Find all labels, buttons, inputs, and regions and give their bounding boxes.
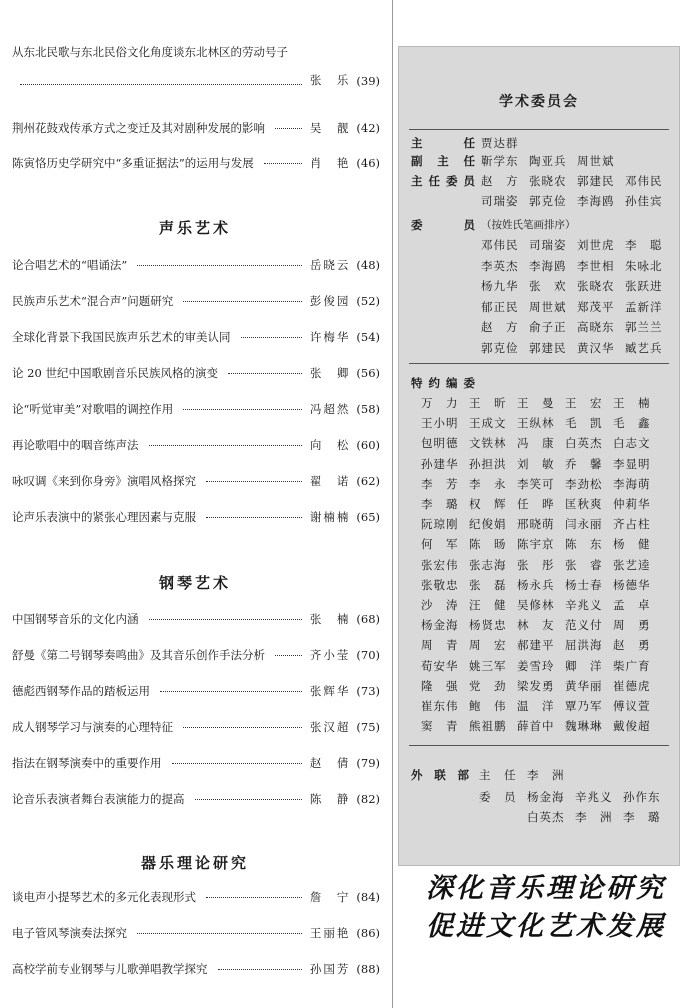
person-name: 吴修林 (517, 598, 555, 612)
dot-leader (228, 372, 302, 374)
person-name: 俞子正 (529, 320, 567, 334)
person-name: 辛兆义 (565, 598, 603, 612)
toc-entry-author: 张 乐 (309, 73, 351, 87)
dot-leader (241, 336, 302, 338)
dot-leader (206, 516, 302, 518)
person-name: 杨德华 (613, 577, 651, 592)
person-name: 杨九华 (481, 279, 519, 293)
person-name: 戴俊超 (613, 719, 651, 734)
person-name: 张 彤 (517, 557, 555, 572)
toc-entry-page: (65) (356, 510, 380, 524)
editors-row (421, 678, 661, 694)
person-name: 范义付 (565, 618, 603, 633)
toc-entry[interactable] (12, 716, 380, 738)
toc-entry-author: 谢楠楠 (309, 510, 351, 524)
person-name: 周 青 (421, 638, 459, 653)
toc-entry-title: 论声乐表演中的紧张心理因素与克服 (12, 510, 196, 524)
person-name: 王成文 (469, 416, 507, 431)
editors-row (421, 617, 661, 633)
toc-entry-author: 张 卿 (309, 366, 351, 380)
person-name: 高晓东 (577, 320, 615, 334)
toc-entry-page: (60) (356, 438, 380, 452)
person-name: 王 楠 (613, 396, 651, 410)
section-heading-piano: 钢琴艺术 (158, 574, 231, 592)
liaison-role: 主 任 (479, 768, 517, 782)
person-name: 孟 卓 (613, 598, 651, 612)
person-name: 黄华丽 (565, 678, 603, 693)
dot-leader (149, 444, 302, 446)
person-name: 张 睿 (565, 557, 603, 572)
dot-leader (160, 690, 302, 692)
dot-leader (137, 264, 302, 266)
person-name: 陶亚兵 (529, 154, 567, 168)
person-name: 匡秋爽 (565, 497, 603, 511)
editors-row (421, 435, 661, 451)
toc-entry-title: 高校学前专业钢琴与儿歌弹唱教学探究 (12, 962, 208, 976)
dot-leader (275, 654, 302, 656)
person-name: 李显明 (613, 456, 651, 471)
editors-label: 特约编委 (411, 376, 475, 390)
toc-entry-leader (20, 72, 380, 88)
toc-entry-author: 张 楠 (309, 612, 351, 626)
toc-entry-page: (68) (356, 612, 380, 626)
members-note: （按姓氏笔画排序） (481, 219, 576, 231)
dot-leader (218, 968, 302, 970)
person-name: 王小明 (421, 416, 459, 431)
dot-leader (149, 618, 302, 620)
person-name: 臧艺兵 (625, 340, 663, 355)
editors-row (421, 577, 661, 593)
person-name: 杨金海 (527, 790, 565, 804)
person-name: 陈 旸 (469, 537, 507, 552)
liaison-names (479, 789, 671, 805)
toc-entry-title: 民族声乐艺术“混合声”问题研究 (12, 294, 174, 308)
person-name: 何 军 (421, 537, 459, 552)
person-name: 周 勇 (613, 618, 651, 633)
person-name: 白英杰 (527, 810, 565, 824)
person-name: 郭建民 (529, 340, 567, 355)
person-name: 杨贤忠 (469, 618, 507, 633)
dot-leader (275, 127, 302, 129)
dot-leader (183, 726, 302, 728)
person-name: 党 劲 (469, 678, 507, 693)
person-name: 邓伟民 (481, 238, 519, 252)
person-name: 张 磊 (469, 577, 507, 592)
name-list (481, 278, 673, 294)
person-name: 周 宏 (469, 638, 507, 653)
toc-entry[interactable] (12, 44, 380, 88)
person-name: 仲莉华 (613, 497, 651, 511)
editors-row (421, 395, 661, 411)
person-name: 刘世虎 (577, 238, 615, 252)
dot-leader (206, 896, 302, 898)
dot-leader (264, 162, 302, 164)
toc-entry[interactable] (12, 886, 380, 908)
person-name: 熊祖鹏 (469, 719, 507, 734)
person-name: 隆 强 (421, 678, 459, 693)
person-name: 汪 健 (469, 598, 507, 612)
toc-entry-author: 张汉超 (309, 720, 351, 734)
toc-entry[interactable] (12, 326, 380, 348)
editors-row (421, 557, 661, 573)
person-name: 郝建平 (517, 638, 555, 653)
person-name: 王 昕 (469, 396, 507, 410)
editors-row (421, 536, 661, 552)
name-list (481, 299, 673, 315)
name-list (481, 135, 529, 151)
person-name: 孙佳宾 (625, 194, 663, 208)
toc-entry-author: 向 松 (309, 438, 351, 452)
toc-entry[interactable] (12, 958, 380, 980)
person-name: 包明德 (421, 436, 459, 451)
toc-entry-page: (75) (356, 720, 380, 734)
toc-entry[interactable] (12, 788, 380, 810)
editors-row (421, 516, 661, 532)
person-name: 文铁林 (469, 436, 507, 451)
toc-entry[interactable] (12, 680, 380, 702)
editors-row (421, 698, 661, 714)
toc-entry-title: 指法在钢琴演奏中的重要作用 (12, 756, 162, 770)
person-name: 李笑可 (517, 476, 555, 491)
person-name: 乔 馨 (565, 456, 603, 471)
person-name: 王 曼 (517, 396, 555, 410)
person-name: 覃乃军 (565, 699, 603, 713)
editors-row (421, 658, 661, 674)
person-name: 郭兰兰 (625, 320, 663, 334)
person-name: 魏琳琳 (565, 719, 603, 734)
person-name: 薛首中 (517, 719, 555, 734)
section-rule (409, 745, 669, 746)
person-name: 荀安华 (421, 658, 459, 673)
name-list (481, 319, 673, 335)
toc-entry-author: 岳晓云 (309, 258, 351, 272)
person-name: 李世相 (577, 258, 615, 273)
toc-entry-author: 陈 静 (309, 792, 351, 806)
toc-entry-page: (48) (356, 258, 380, 272)
name-list (481, 153, 625, 169)
person-name: 杨金海 (421, 618, 459, 633)
toc-entry-title: 电子管风琴演奏法探究 (12, 926, 127, 940)
section-heading-instrumental: 器乐理论研究 (140, 854, 249, 872)
toc-entry[interactable] (12, 152, 380, 174)
editors-row (421, 456, 661, 472)
toc-entry-title: 论音乐表演者舞台表演能力的提高 (12, 792, 185, 806)
person-name: 黄汉华 (577, 340, 615, 355)
toc-entry-title: 德彪西钢琴作品的踏板运用 (12, 684, 150, 698)
toc-entry-author: 吴 靓 (309, 121, 351, 135)
person-name: 辛兆义 (575, 790, 613, 804)
toc-entry[interactable] (12, 922, 380, 944)
person-name: 李 洲 (527, 768, 565, 782)
person-name: 张志海 (469, 557, 507, 572)
person-name: 李 洲 (575, 810, 613, 824)
toc-entry-title: 再论歌唱中的咽音练声法 (12, 438, 139, 452)
person-name: 权 辉 (469, 497, 507, 511)
person-name: 姜雪玲 (517, 658, 555, 673)
toc-entry-title: 谈电声小提琴艺术的多元化表现形式 (12, 890, 196, 904)
name-list (481, 173, 673, 189)
person-name: 任 晔 (517, 497, 555, 511)
liaison-role: 委 员 (479, 790, 517, 804)
liaison-role (479, 809, 527, 825)
toc-entry[interactable] (12, 362, 380, 384)
person-name: 卿 洋 (565, 658, 603, 673)
toc-entry-author: 孙国芳 (309, 962, 351, 976)
person-name: 张艺逵 (613, 557, 651, 572)
person-name: 赵 方 (481, 320, 519, 334)
person-name: 崔东伟 (421, 699, 459, 713)
person-name: 白志文 (613, 436, 651, 451)
toc-entry-page: (42) (356, 121, 380, 135)
person-name: 李 永 (469, 476, 507, 491)
toc-entry-page: (70) (356, 648, 380, 662)
person-name: 靳学东 (481, 154, 519, 168)
person-name: 万 力 (421, 396, 459, 410)
toc-entry-author: 张辉华 (309, 684, 351, 698)
toc-entry-page: (58) (356, 402, 380, 416)
person-name: 朱咏北 (625, 258, 663, 273)
toc-entry-title: 成人钢琴学习与演奏的心理特征 (12, 720, 173, 734)
person-name: 孟新洋 (625, 299, 663, 314)
committee-title: 学术委员会 (499, 94, 579, 110)
person-name: 李 璐 (623, 810, 661, 824)
toc-entry[interactable] (12, 290, 380, 312)
person-name: 陈 东 (565, 537, 603, 552)
toc-entry-title: 从东北民歌与东北民俗文化角度谈东北林区的劳动号子 (12, 45, 288, 59)
committee-panel (398, 46, 680, 866)
toc-entry-page: (62) (356, 474, 380, 488)
toc-entry-author: 彭俊园 (309, 294, 351, 308)
person-name: 杨士春 (565, 577, 603, 592)
liaison-label: 外 联 部 (411, 768, 469, 782)
person-name: 林 友 (517, 618, 555, 633)
name-list (481, 193, 673, 209)
toc-entry-title: 论“听觉审美”对歌唱的调控作用 (12, 402, 174, 416)
toc-entry-author: 翟 诺 (309, 474, 351, 488)
person-name: 孙建华 (421, 456, 459, 471)
title-rule (409, 129, 669, 130)
person-name: 张跃进 (625, 279, 663, 293)
toc-entry-page: (82) (356, 792, 380, 806)
toc-entry-author: 齐小莹 (309, 648, 351, 662)
person-name: 沙 涛 (421, 598, 459, 612)
liaison-names (479, 767, 575, 783)
person-name: 张敬忠 (421, 577, 459, 592)
person-name: 阮琼刚 (421, 517, 459, 532)
toc-entry-page: (39) (356, 74, 380, 88)
person-name: 李 璐 (421, 497, 459, 511)
toc-entry-page: (88) (356, 962, 380, 976)
toc-entry[interactable] (12, 752, 380, 774)
person-name: 张晓农 (529, 174, 567, 188)
vice-chair-label: 副 主 任 (411, 154, 475, 168)
section-rule (409, 363, 669, 364)
person-name: 梁发勇 (517, 678, 555, 693)
person-name: 邓伟民 (625, 174, 663, 188)
toc-entry-title: 咏叹调《来到你身旁》演唱风格探究 (12, 474, 196, 488)
toc-entry-page: (84) (356, 890, 380, 904)
person-name: 李英杰 (481, 258, 519, 273)
toc-entry-title: 陈寅恪历史学研究中“多重证据法”的运用与发展 (12, 156, 254, 170)
section-heading-vocal: 声乐艺术 (158, 219, 231, 237)
person-name: 郭克俭 (481, 340, 519, 355)
dot-leader (183, 300, 302, 302)
toc-entry-page: (79) (356, 756, 380, 770)
name-list (481, 340, 673, 356)
person-name: 齐占柱 (613, 517, 651, 532)
person-name: 李劲松 (565, 476, 603, 491)
person-name: 郭克俭 (529, 194, 567, 208)
person-name: 王 宏 (565, 396, 603, 410)
person-name: 周世斌 (577, 154, 615, 168)
person-name: 郑茂平 (577, 299, 615, 314)
toc-entry-author: 冯超然 (309, 402, 351, 416)
dot-leader (172, 762, 302, 764)
person-name: 司瑞姿 (481, 194, 519, 208)
person-name: 张晓农 (577, 279, 615, 293)
person-name: 姚三军 (469, 658, 507, 673)
person-name: 鲍 伟 (469, 699, 507, 713)
editors-row (421, 637, 661, 653)
toc-entry-author: 肖 艳 (309, 156, 351, 170)
person-name: 赵 方 (481, 174, 519, 188)
toc-entry-page: (73) (356, 684, 380, 698)
person-name: 李 聪 (625, 238, 663, 252)
person-name: 柴广育 (613, 658, 651, 673)
person-name: 贾达群 (481, 136, 519, 150)
dot-leader (206, 480, 302, 482)
toc-entry-page: (52) (356, 294, 380, 308)
editors-row (421, 415, 661, 431)
person-name: 毛 鑫 (613, 416, 651, 431)
toc-entry-title: 舒曼《第二号钢琴奏鸣曲》及其音乐创作手法分析 (12, 648, 265, 662)
person-name: 孙作东 (623, 790, 661, 804)
person-name: 郁正民 (481, 299, 519, 314)
person-name: 屈洪海 (565, 638, 603, 653)
person-name: 李 芳 (421, 476, 459, 491)
column-divider (392, 0, 393, 1008)
dot-leader (20, 83, 302, 85)
toc-entry[interactable] (12, 470, 380, 492)
person-name: 崔德虎 (613, 678, 651, 693)
editors-row (421, 597, 661, 613)
toc-entry-page: (86) (356, 926, 380, 940)
person-name: 赵 勇 (613, 638, 651, 653)
toc-entry[interactable] (12, 398, 380, 420)
members-label: 委 员 (411, 218, 475, 232)
editors-row (421, 476, 661, 492)
person-name: 窦 青 (421, 719, 459, 734)
person-name: 司瑞姿 (529, 238, 567, 252)
person-name: 温 洋 (517, 699, 555, 713)
person-name: 毛 凯 (565, 416, 603, 431)
person-name: 张宏伟 (421, 557, 459, 572)
person-name: 刘 敏 (517, 456, 555, 471)
directors-label: 主任委员 (411, 174, 475, 188)
person-name: 白英杰 (565, 436, 603, 451)
person-name: 纪俊娟 (469, 517, 507, 532)
dot-leader (183, 408, 302, 410)
editors-row (421, 496, 661, 512)
dot-leader (137, 932, 302, 934)
toc-entry-title: 荆州花鼓戏传承方式之变迁及其对剧种发展的影响 (12, 121, 265, 135)
toc-entry-page: (54) (356, 330, 380, 344)
toc-entry-page: (56) (356, 366, 380, 380)
person-name: 李海鸥 (577, 194, 615, 208)
toc-entry-author: 王丽艳 (309, 926, 351, 940)
chair-label: 主 任 (411, 136, 475, 150)
person-name: 张 欢 (529, 279, 567, 293)
toc-entry-title: 全球化背景下我国民族声乐艺术的审美认同 (12, 330, 231, 344)
person-name: 王纵林 (517, 416, 555, 431)
toc-entry-author: 赵 倩 (309, 756, 351, 770)
slogan-line-1: 深化音乐理论研究 (426, 873, 666, 904)
toc-entry-page: (46) (356, 156, 380, 170)
person-name: 陈宇京 (517, 537, 555, 552)
toc-entry[interactable] (12, 608, 380, 630)
toc-entry[interactable] (12, 506, 380, 528)
liaison-names (479, 809, 671, 825)
person-name: 邢晓萌 (517, 517, 555, 532)
toc-entry[interactable] (12, 117, 380, 139)
person-name: 郭建民 (577, 174, 615, 188)
dot-leader (195, 798, 302, 800)
toc-entry-title: 中国钢琴音乐的文化内涵 (12, 612, 139, 626)
person-name: 李海鸥 (529, 258, 567, 273)
toc-entry-title: 论合唱艺术的“唱诵法” (12, 258, 128, 272)
person-name: 闫永丽 (565, 517, 603, 532)
toc-entry[interactable] (12, 254, 380, 276)
person-name: 杨永兵 (517, 577, 555, 592)
editors-row (421, 718, 661, 734)
name-list (481, 237, 673, 253)
toc-entry-title: 论 20 世纪中国歌剧音乐民族风格的演变 (12, 366, 218, 380)
slogan-line-2: 促进文化艺术发展 (426, 911, 666, 942)
toc-entry-author: 许梅华 (309, 330, 351, 344)
toc-entry[interactable] (12, 644, 380, 666)
person-name: 周世斌 (529, 299, 567, 314)
person-name: 杨 健 (613, 537, 651, 552)
toc-entry[interactable] (12, 434, 380, 456)
name-list (481, 258, 673, 274)
person-name: 冯 康 (517, 436, 555, 451)
toc-entry-author: 詹 宁 (309, 890, 351, 904)
person-name: 孙担洪 (469, 456, 507, 471)
person-name: 傅议萱 (613, 699, 651, 713)
person-name: 李海萌 (613, 476, 651, 491)
